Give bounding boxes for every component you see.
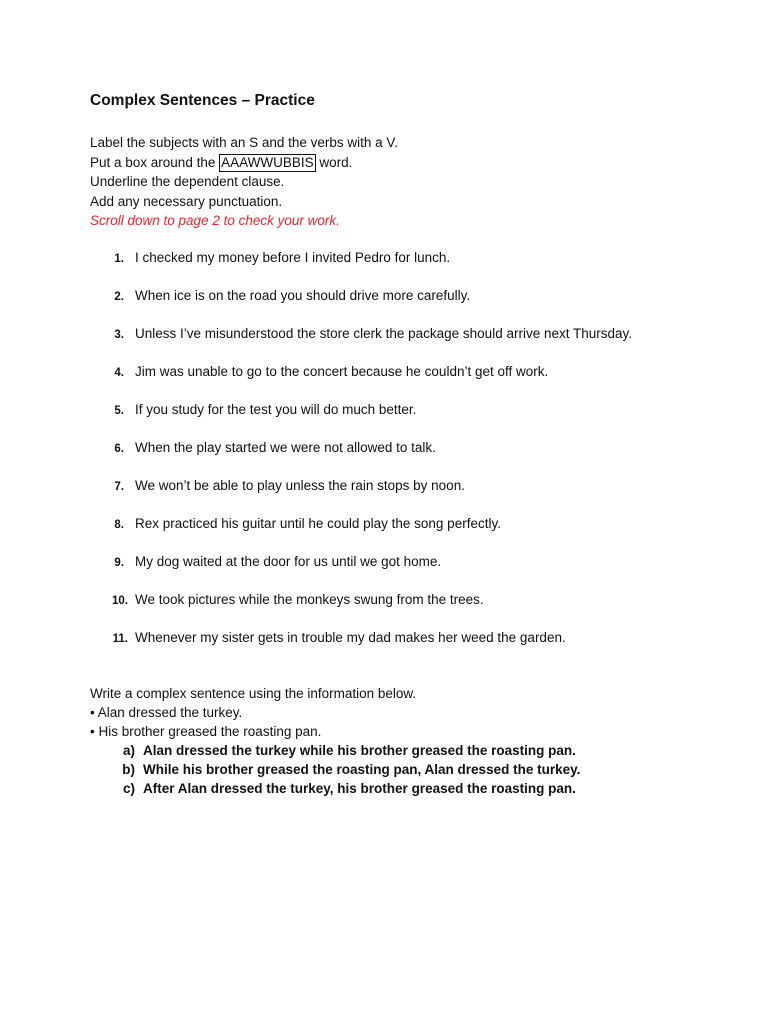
sentence-text: Whenever my sister gets in trouble my dad makes her weed the garden. (135, 630, 566, 645)
list-item (90, 589, 710, 627)
item-number: 8. (114, 519, 124, 531)
practice-sentence-list (90, 247, 710, 665)
instruction-underline: Underline the dependent clause. (90, 174, 285, 189)
complex-sentence-task (90, 684, 580, 798)
sentence-text: I checked my money before I invited Pedro for lunch. (135, 250, 451, 265)
sentence-text: When ice is on the road you should drive more carefully. (135, 288, 471, 303)
instruction-check-work: Scroll down to page 2 to check your work. (90, 213, 340, 228)
task-bullet: • His brother greased the roasting pan. (90, 724, 322, 739)
item-number: 10. (112, 595, 128, 607)
instruction-box-word (90, 153, 398, 173)
answer-text: After Alan dressed the turkey, his brother greased the roasting pan. (143, 781, 576, 796)
answer-text: While his brother greased the roasting pan, Alan dressed the turkey. (143, 762, 581, 777)
instruction-box-word-after: word. (319, 154, 353, 170)
answer-letter: c) (122, 781, 135, 796)
sentence-text: We took pictures while the monkeys swung from the trees. (135, 592, 484, 607)
list-item (90, 361, 710, 399)
item-number: 9. (114, 557, 124, 569)
list-item (90, 513, 710, 551)
list-item (90, 475, 710, 513)
item-number: 4. (114, 367, 124, 379)
item-number: 2. (114, 291, 124, 303)
item-number: 1. (114, 253, 124, 265)
list-item (90, 551, 710, 589)
sentence-text: We won’t be able to play unless the rain stops by noon. (135, 478, 465, 493)
sentence-text: If you study for the test you will do much better. (135, 402, 417, 417)
list-item (90, 399, 710, 437)
list-item (90, 437, 710, 475)
task-bullet: • Alan dressed the turkey. (90, 705, 243, 720)
answer-letter: b) (122, 762, 135, 777)
item-number: 7. (114, 481, 124, 493)
answer-text: Alan dressed the turkey while his brother greased the roasting pan. (143, 743, 576, 758)
sentence-text: My dog waited at the door for us until we got home. (135, 554, 442, 569)
list-item (90, 247, 710, 285)
list-item (90, 627, 710, 665)
instructions (90, 133, 398, 231)
sentence-text: Jim was unable to go to the concert because he couldn’t get off work. (135, 364, 549, 379)
task-prompt: Write a complex sentence using the information below. (90, 686, 417, 701)
list-item (90, 285, 710, 323)
sentence-text: Rex practiced his guitar until he could play the song perfectly. (135, 516, 501, 531)
sentence-text: When the play started we were not allowed to talk. (135, 440, 436, 455)
item-number: 3. (114, 329, 124, 341)
instruction-box-word-before: Put a box around the (90, 154, 216, 170)
instruction-punctuation: Add any necessary punctuation. (90, 193, 283, 209)
answer-letter: a) (122, 743, 135, 758)
item-number: 11. (112, 633, 128, 645)
answer-item (90, 760, 580, 779)
item-number: 6. (114, 443, 124, 455)
list-item (90, 323, 710, 361)
sentence-text: Unless I’ve misunderstood the store clerk the package should arrive next Thursday. (135, 326, 633, 341)
item-number: 5. (114, 405, 124, 417)
instruction-label-subjects: Label the subjects with an S and the verbs with a V. (90, 135, 398, 150)
boxed-word: AAAWWUBBIS (221, 154, 314, 170)
answer-item (90, 779, 580, 798)
page-title: Complex Sentences – Practice (90, 92, 315, 109)
answer-item (90, 741, 580, 760)
answer-list (90, 741, 580, 798)
